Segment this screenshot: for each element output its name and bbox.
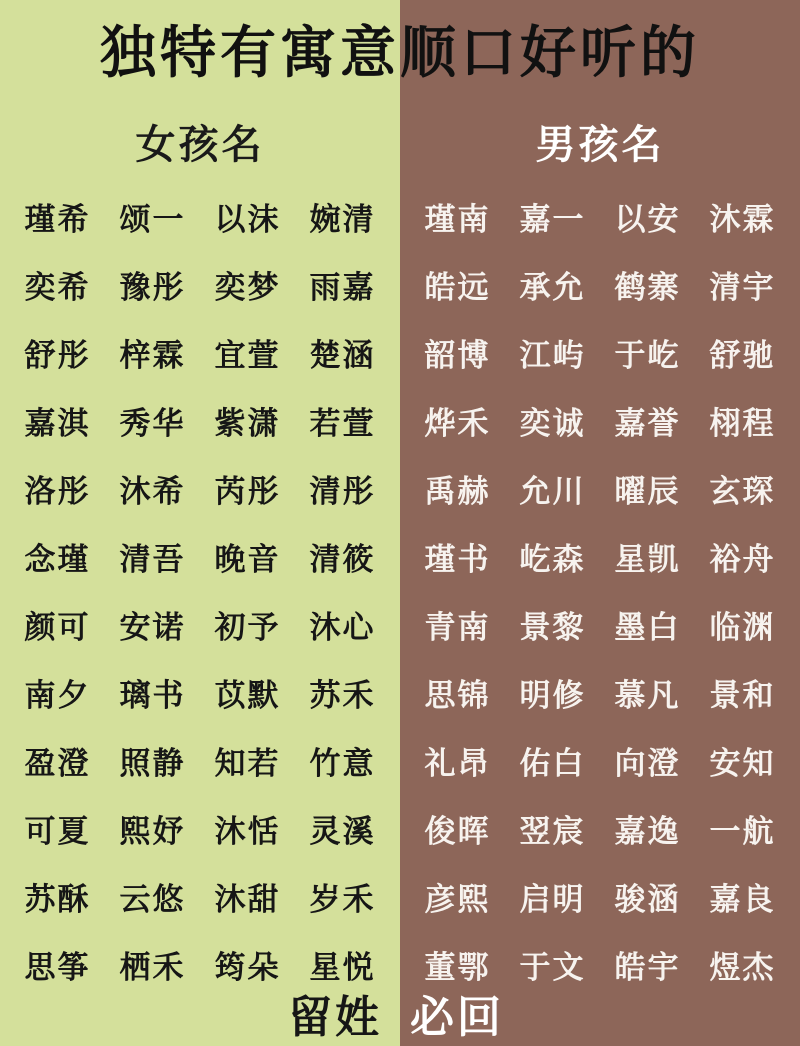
name-cell: 慕凡 [614,678,681,714]
name-cell: 星悦 [309,950,376,986]
name-cell: 皓宇 [614,950,681,986]
name-cell: 沐希 [119,474,186,510]
name-cell: 栖禾 [119,950,186,986]
name-cell: 雨嘉 [309,270,376,306]
name-cell: 明修 [519,678,586,714]
name-cell: 清彤 [309,474,376,510]
name-cell: 颜可 [24,610,91,646]
name-cell: 思锦 [424,678,491,714]
name-cell: 以安 [614,202,681,238]
name-cell: 晚音 [214,542,281,578]
name-cell: 颂一 [119,202,186,238]
name-cell: 允川 [519,474,586,510]
name-cell: 煜杰 [709,950,776,986]
name-cell: 骏涵 [614,882,681,918]
name-cell: 俊晖 [424,814,491,850]
name-cell: 若萱 [309,406,376,442]
name-cell: 以沫 [214,202,281,238]
name-cell: 洛彤 [24,474,91,510]
name-cell: 熙妤 [119,814,186,850]
name-cell: 沐心 [309,610,376,646]
name-cell: 韶博 [424,338,491,374]
name-cell: 盈澄 [24,746,91,782]
name-cell: 奕梦 [214,270,281,306]
name-cell: 礼昂 [424,746,491,782]
name-cell: 沐甜 [214,882,281,918]
name-cell: 舒彤 [24,338,91,374]
name-cell: 瑾希 [24,202,91,238]
name-cell: 清筱 [309,542,376,578]
name-cell: 曜辰 [614,474,681,510]
name-cell: 紫潇 [214,406,281,442]
name-cell: 可夏 [24,814,91,850]
name-cell: 嘉淇 [24,406,91,442]
name-cell: 楚涵 [309,338,376,374]
name-cell: 星凯 [614,542,681,578]
name-cell: 皓远 [424,270,491,306]
name-cell: 于屹 [614,338,681,374]
name-cell: 知若 [214,746,281,782]
name-cell: 梓霖 [119,338,186,374]
name-cell: 佑白 [519,746,586,782]
boys-footer-text: 必回 [410,992,504,1043]
name-cell: 嘉良 [709,882,776,918]
name-cell: 瑾书 [424,542,491,578]
name-cell: 婉清 [309,202,376,238]
name-cell: 奕诚 [519,406,586,442]
name-cell: 璃书 [119,678,186,714]
name-cell: 南夕 [24,678,91,714]
name-cell: 一航 [709,814,776,850]
name-cell: 于文 [519,950,586,986]
name-cell: 苏酥 [24,882,91,918]
name-cell: 沐霖 [709,202,776,238]
name-cell: 竹意 [309,746,376,782]
girls-footer-text: 留姓 [288,992,382,1043]
name-cell: 翌宸 [519,814,586,850]
name-cell: 景和 [709,678,776,714]
name-cell: 苡默 [214,678,281,714]
name-cell: 瑾南 [424,202,491,238]
name-cell: 芮彤 [214,474,281,510]
name-cell: 清吾 [119,542,186,578]
name-cell: 豫彤 [119,270,186,306]
name-cell: 启明 [519,882,586,918]
name-cell: 临渊 [709,610,776,646]
name-cell: 向澄 [614,746,681,782]
boys-section-heading: 男孩名 [535,121,665,168]
name-cell: 景黎 [519,610,586,646]
name-cell: 董鄂 [424,950,491,986]
name-cell: 苏禾 [309,678,376,714]
name-cell: 栩程 [709,406,776,442]
name-cell: 承允 [519,270,586,306]
name-cell: 屹森 [519,542,586,578]
name-cell: 墨白 [614,610,681,646]
name-cell: 嘉逸 [614,814,681,850]
name-cell: 安诺 [119,610,186,646]
name-cell: 青南 [424,610,491,646]
name-cell: 云悠 [119,882,186,918]
name-cell: 照静 [119,746,186,782]
name-cell: 灵溪 [309,814,376,850]
name-cell: 嘉一 [519,202,586,238]
name-cell: 裕舟 [709,542,776,578]
name-cell: 烨禾 [424,406,491,442]
name-cell: 筠朵 [214,950,281,986]
name-cell: 沐恬 [214,814,281,850]
name-cell: 鹤寨 [614,270,681,306]
name-cell: 江屿 [519,338,586,374]
name-cell: 彦熙 [424,882,491,918]
boys-panel [400,0,800,1046]
name-cell: 禹赫 [424,474,491,510]
name-cell: 奕希 [24,270,91,306]
name-cell: 初予 [214,610,281,646]
name-cell: 宜萱 [214,338,281,374]
name-cell: 岁禾 [309,882,376,918]
girls-name-grid [0,186,400,1002]
name-cell: 玄琛 [709,474,776,510]
name-cell: 念瑾 [24,542,91,578]
name-cell: 秀华 [119,406,186,442]
name-cell: 清宇 [709,270,776,306]
name-cell: 安知 [709,746,776,782]
page-title: 独特有寓意顺口好听的 [100,20,700,86]
boys-name-grid [400,186,800,1002]
name-cell: 舒驰 [709,338,776,374]
name-cell: 思筝 [24,950,91,986]
name-cell: 嘉誉 [614,406,681,442]
girls-section-heading: 女孩名 [135,121,265,168]
